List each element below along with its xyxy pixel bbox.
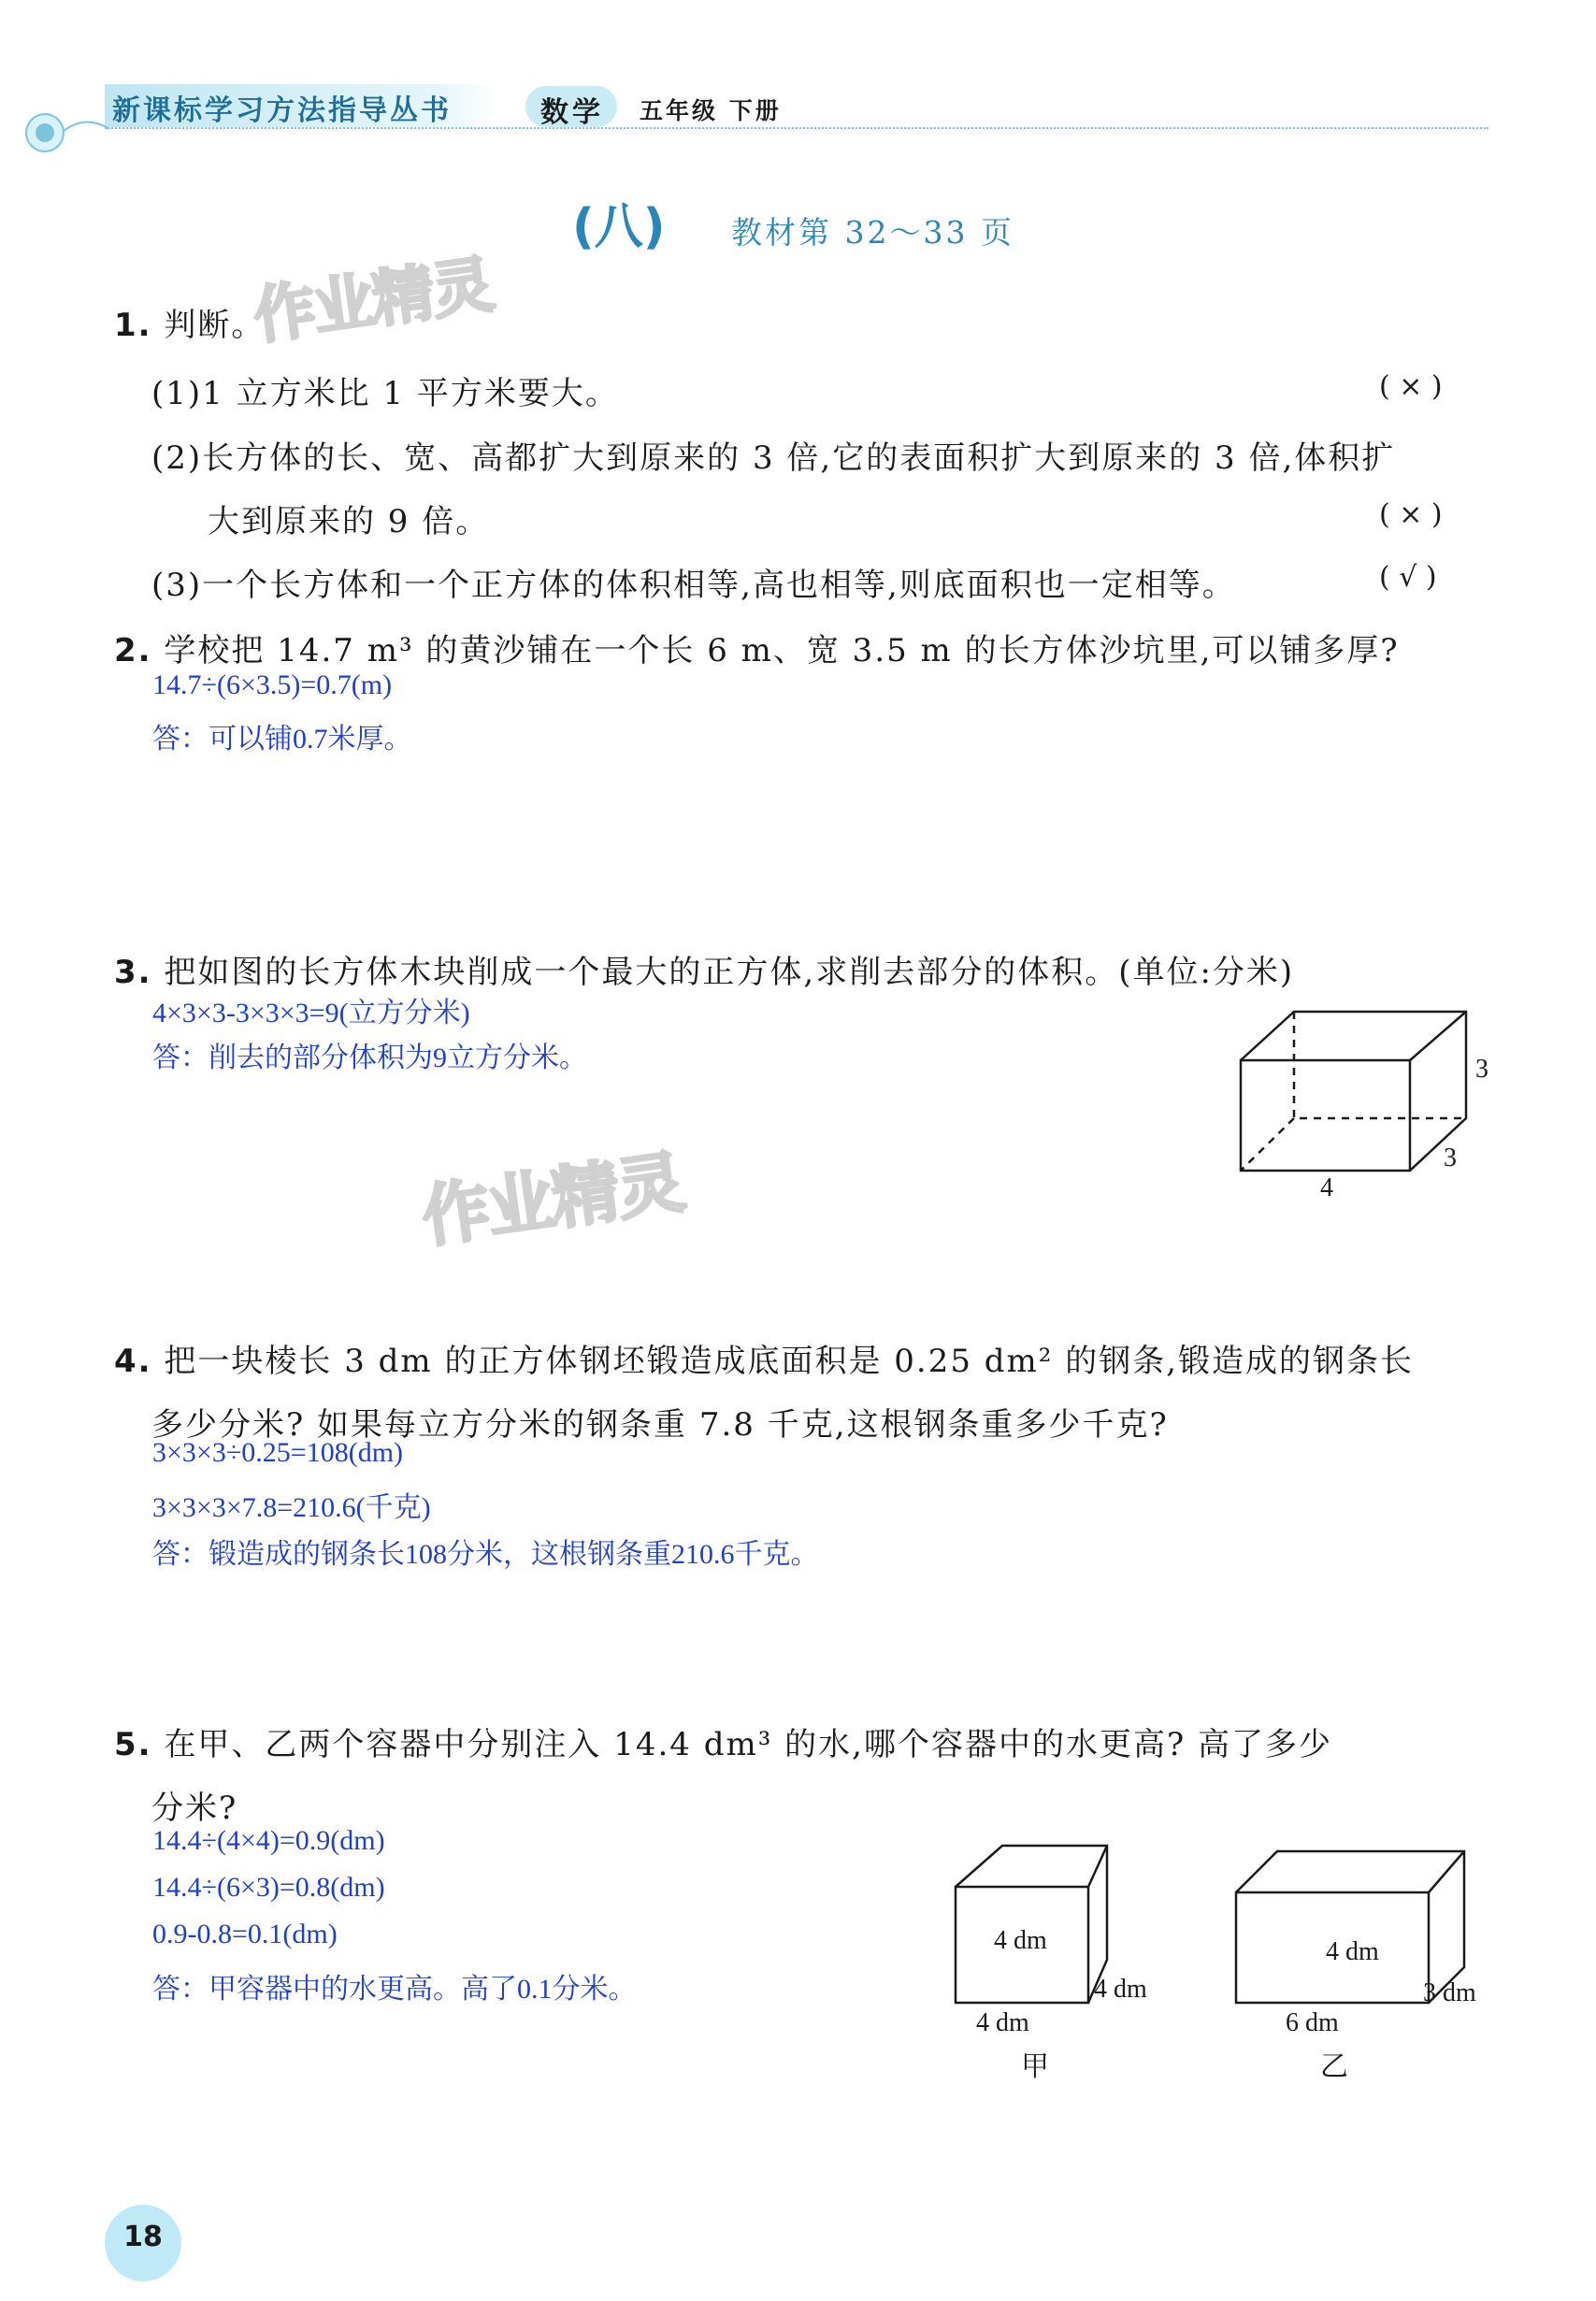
- series-title: 新课标学习方法指导丛书: [112, 94, 452, 127]
- container-b-length-label: 6 dm: [1286, 2008, 1339, 2037]
- cuboid-hidden-edge: [1241, 1118, 1294, 1171]
- question-1-stem: [114, 299, 265, 345]
- question-number: 1.: [114, 307, 152, 344]
- q1-item-1: (1)1 立方米比 1 平方米要大。: [151, 375, 619, 412]
- q5-answer-line: 答：甲容器中的水更高。高了0.1分米。: [152, 1974, 637, 2005]
- q5-answer-line: 14.4÷(6×3)=0.8(dm): [152, 1872, 385, 1903]
- container-b-width-label: 3 dm: [1423, 1978, 1476, 2007]
- watermark: 作业精灵: [249, 248, 496, 353]
- container-a-height-label: 4 dm: [994, 1926, 1047, 1955]
- q4-answer-line: 3×3×3÷0.25=108(dm): [152, 1437, 404, 1468]
- q1-item-1-mark: ( × ): [1379, 370, 1443, 403]
- question-text: 把一块棱长 3 dm 的正方体钢坯锻造成底面积是 0.25 dm² 的钢条,锻造成的钢条长: [164, 1343, 1415, 1380]
- question-4-stem-cont: 多少分米? 如果每立方分米的钢条重 7.8 千克,这根钢条重多少千克?: [151, 1406, 1169, 1444]
- q4-answer-line: 3×3×3×7.8=210.6(千克): [152, 1492, 431, 1523]
- container-b-name: 乙: [1320, 2050, 1350, 2083]
- cuboid-front-face: [1241, 1060, 1410, 1171]
- header-circle-decoration: [21, 105, 114, 161]
- question-number: 5.: [114, 1726, 152, 1763]
- section-pages: 教材第 32～33 页: [731, 214, 1014, 251]
- watermark: 作业精灵: [417, 1142, 688, 1258]
- question-number: 3.: [114, 954, 152, 991]
- question-4-stem: [114, 1335, 1414, 1381]
- cuboid-width-label: 3: [1444, 1143, 1457, 1172]
- container-b-height-label: 4 dm: [1326, 1937, 1379, 1966]
- container-a-length-label: 4 dm: [976, 2008, 1029, 2037]
- q4-answer-line: 答：锻造成的钢条长108分米，这根钢条重210.6千克。: [152, 1539, 819, 1570]
- section-number: (八): [572, 199, 666, 255]
- q3-answer-line: 答：削去的部分体积为9立方分米。: [152, 1043, 587, 1073]
- question-2-stem: [114, 625, 1400, 670]
- cuboid-top-right-edge: [1410, 1012, 1466, 1060]
- container-a-width-label: 4 dm: [1094, 1975, 1147, 2004]
- page-number: 18: [123, 2221, 163, 2253]
- q2-answer-line: 14.7÷(6×3.5)=0.7(m): [152, 669, 393, 700]
- q3-answer-line: 4×3×3-3×3×3=9(立方分米): [152, 998, 470, 1028]
- header-rule: [105, 127, 1488, 129]
- container-a-name: 甲: [1021, 2050, 1051, 2083]
- question-number: 4.: [114, 1343, 152, 1380]
- question-number: 2.: [114, 632, 152, 669]
- q1-item-3: (3)一个长方体和一个正方体的体积相等,高也相等,则底面积也一定相等。: [151, 567, 1236, 604]
- grade-label: 五年级 下册: [640, 97, 782, 124]
- q1-item-3-mark: ( √ ): [1379, 561, 1437, 594]
- cuboid-back-edges: [1241, 1012, 1466, 1171]
- question-text: 把如图的长方体木块削成一个最大的正方体,求削去部分的体积。(单位:分米): [164, 954, 1295, 991]
- q1-item-2-cont: 大到原来的 9 倍。: [208, 503, 490, 540]
- question-3-stem: [114, 946, 1294, 992]
- cuboid-figure: [1234, 1000, 1515, 1206]
- cuboid-length-label: 4: [1320, 1173, 1333, 1202]
- cuboid-hidden-edges: [1294, 1012, 1466, 1118]
- question-text: 在甲、乙两个容器中分别注入 14.4 dm³ 的水,哪个容器中的水更高? 高了多少: [164, 1726, 1332, 1763]
- question-5-stem-cont: 分米?: [151, 1790, 238, 1827]
- q1-item-2-mark: ( × ): [1379, 498, 1443, 531]
- q5-answer-line: 14.4÷(4×4)=0.9(dm): [152, 1825, 385, 1856]
- subject-label: 数学: [540, 96, 604, 129]
- cuboid-height-label: 3: [1475, 1055, 1488, 1084]
- question-text: 判断。: [164, 307, 266, 344]
- q1-item-2: (2)长方体的长、宽、高都扩大到原来的 3 倍,它的表面积扩大到原来的 3 倍,体积扩: [151, 439, 1396, 477]
- q2-answer-line: 答：可以铺0.7米厚。: [152, 724, 412, 755]
- q5-answer-line: 0.9-0.8=0.1(dm): [152, 1919, 338, 1949]
- question-text: 学校把 14.7 m³ 的黄沙铺在一个长 6 m、宽 3.5 m 的长方体沙坑里,可以铺多厚?: [164, 632, 1400, 669]
- question-5-stem: [114, 1719, 1332, 1764]
